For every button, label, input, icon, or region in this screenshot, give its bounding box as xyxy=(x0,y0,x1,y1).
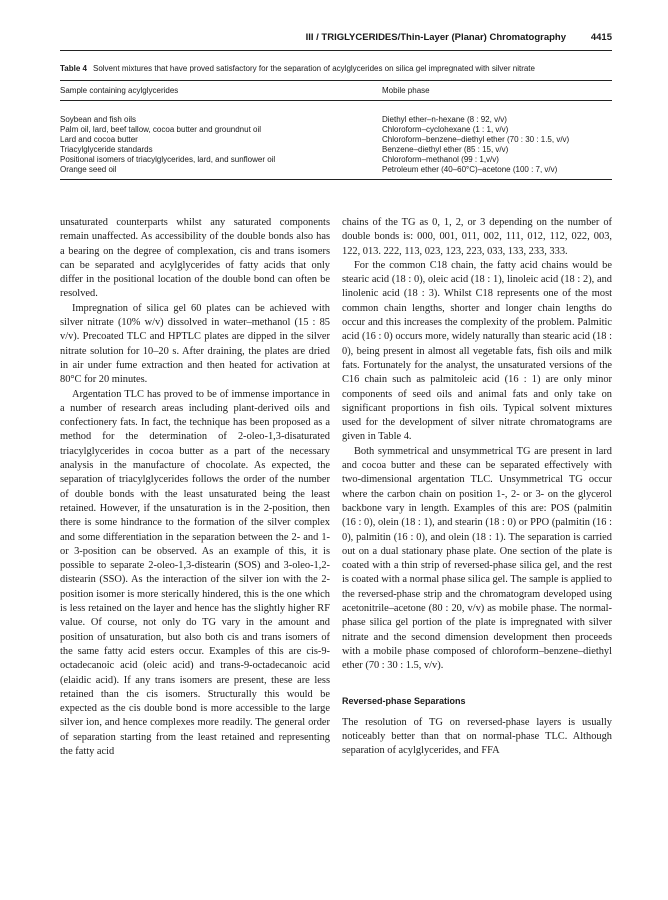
page-number: 4415 xyxy=(590,32,612,43)
table-header-row xyxy=(60,81,612,101)
body-paragraph: Impregnation of silica gel 60 plates can be achieved with silver nitrate (10% w/v) dissolved in water–methanol (15 : 85 v/v). Precoated TLC and HPTLC plates are dipped in the silver nitrate solution for 10–20 s. After draining, the plates are dried in air under fume extraction and then heated for activation at 80°C for 20 minutes. xyxy=(60,302,330,386)
table-row xyxy=(60,145,612,155)
body-paragraph: Both symmetrical and unsymmetrical TG are present in lard and cocoa butter and these can be separated effectively with two-dimensional argentation TLC. Unsymmetrical TG occur where the carbon chain on position 1-, 2- or 3- on the glycerol backbone vary in length. Examples of this are: POS (palmitin (16 : 0), olein (18 : 1), and stearin (18 : 0) or PPO (palmitin (16 : 0), palmitin (16 : 0), and olein (18 : 1). The separation is carried out on a dual stationary phase plate. One section of the plate is coated with a thin strip of reversed-phase silica gel, and the rest is coated with a normal phase silica gel. The sample is applied to the reversed-phase strip and the chromatogram developed using acetonitrile–acetone (80 : 20, v/v) as mobile phase. The normal-phase silica gel portion of the plate is impregnated with silver nitrate and the second dimension development then proceeds with a mobile phase composed of chloroform–benzene–diethyl ether (70 : 30 : 1.5, v/v). xyxy=(342,445,612,672)
sample-cell: Positional isomers of triacylglycerides, lard, and sunflower oil xyxy=(60,155,276,164)
mobile-phase-cell: Chloroform–methanol (99 : 1,v/v) xyxy=(382,155,499,164)
body-paragraph: For the common C18 chain, the fatty acid chains would be stearic acid (18 : 0), oleic acid (18 : 1), linoleic acid (18 : 2), and linolenic acid (18 : 3). Whilst C18 represents one of the most common chain lengths, shorter and longer chain lengths do occur and this increases the complexity of the problem. Palmitic acid (16 : 0) occurs more, widely naturally than stearic acid (18 : 0), being present in almost all vegetable fats, fish oils and milk fats. Fortunately for the analyst, the unsaturated versions of the C16 chain such as palmitoleic acid (16 : 1) are only minor components of seed oils and animal fats and only take on significant proportions in fish oils. Typical solvent mixtures used for the development of silver nitrate chromatograms are given in Table 4. xyxy=(342,259,612,443)
sample-cell: Orange seed oil xyxy=(60,165,382,180)
running-title: III / TRIGLYCERIDES/Thin-Layer (Planar) Chromatography xyxy=(305,32,566,43)
body-paragraph: Argentation TLC has proved to be of immense importance in a number of research areas including plant-derived oils and confectionery fats. In fact, the technique has been proposed as a method for the determination of 2-oleo-1,3-disaturated triacylglycerides in cocoa butter as a part of the necessary analysis in the manufacture of chocolate. As expected, the separation of triacylglycerides follows the order of the number of double bonds with the least unsaturated being the least retained. However, if the unsaturation is in the 2-position, then there is some hindrance to the formation of the silver complex and some differentiation in the separation between the 2- and 1- or 3-position can be observed. As an example of this, it is possible to separate 2-oleo-1,3-distearin (SOS) and 3-oleo-1,2-distearin (SSO). As the interaction of the silver ion with the 2-position isomer is more sterically hindered, this is the one which is less retained on the layer and hence has the slightly higher RF value. Of course, not only do TG vary in the amount and position of unsaturation, but also both cis and trans isomers of the same fatty acid esters occur. Examples of this are cis-9-octadecanoic acid (oleic acid) and trans-9-octadecanoic acid (elaidic acid). If any trans isomers are present, these are less retained than the cis isomers. Structurally this would be expected as the cis double bond is more accessible to the large silver ion, and hence complexes more readily. The general order of separation starting from the least retained and representing the fatty acid xyxy=(60,388,330,757)
sample-cell: Palm oil, lard, beef tallow, cocoa butter and groundnut oil xyxy=(60,125,262,134)
running-header xyxy=(60,28,612,51)
mobile-phase-cell: Benzene–diethyl ether (85 : 15, v/v) xyxy=(382,145,509,154)
table-caption xyxy=(60,64,612,74)
body-paragraph: unsaturated counterparts whilst any saturated components remain unaffected. As accessibility of the double bonds also has a bearing on the degree of complexation, cis and trans isomers can be separated and acylglycerides of fatty acids that only differ in the positional location of the double bond can often be resolved. xyxy=(60,217,330,300)
right-column xyxy=(342,216,612,759)
table-caption-text: Solvent mixtures that have proved satisfactory for the separation of acylglycerides on silica gel impregnated with silver nitrate xyxy=(92,64,535,73)
column-header-sample: Sample containing acylglycerides xyxy=(60,81,382,101)
section-heading: Reversed-phase Separations xyxy=(342,695,466,706)
sample-cell: Triacylglyceride standards xyxy=(60,145,153,154)
table-row xyxy=(60,125,612,135)
mobile-phase-cell: Chloroform–cyclohexane (1 : 1, v/v) xyxy=(382,125,509,134)
sample-cell: Lard and cocoa butter xyxy=(60,135,138,144)
mobile-phase-cell: Diethyl ether–n-hexane (8 : 92, v/v) xyxy=(382,115,507,124)
table-row xyxy=(60,155,612,165)
table-row xyxy=(60,165,612,180)
left-column xyxy=(60,216,330,759)
table-label: Table 4 xyxy=(60,64,87,73)
mobile-phase-cell: Petroleum ether (40–60°C)–acetone (100 : 7, v/v) xyxy=(382,165,612,180)
column-header-mobile-phase: Mobile phase xyxy=(382,81,612,101)
table-row xyxy=(60,135,612,145)
body-paragraph: chains of the TG as 0, 1, 2, or 3 depending on the number of double bonds is: 000, 001, 011, 002, 111, 012, 112, 022, 003, 122, 013. 222, 113, 023, 123, 223, 033, 133, 233, 333. xyxy=(342,217,612,257)
mobile-phase-cell: Chloroform–benzene–diethyl ether (70 : 30 : 1.5, v/v) xyxy=(382,135,570,144)
sample-cell: Soybean and fish oils xyxy=(60,115,137,124)
body-paragraph: The resolution of TG on reversed-phase layers is usually noticeably better than that on normal-phase TLC. Although separation of acylglycerides, and FFA xyxy=(342,716,612,757)
table-row xyxy=(60,101,612,126)
table-4 xyxy=(60,64,612,180)
solvent-table xyxy=(60,80,612,180)
